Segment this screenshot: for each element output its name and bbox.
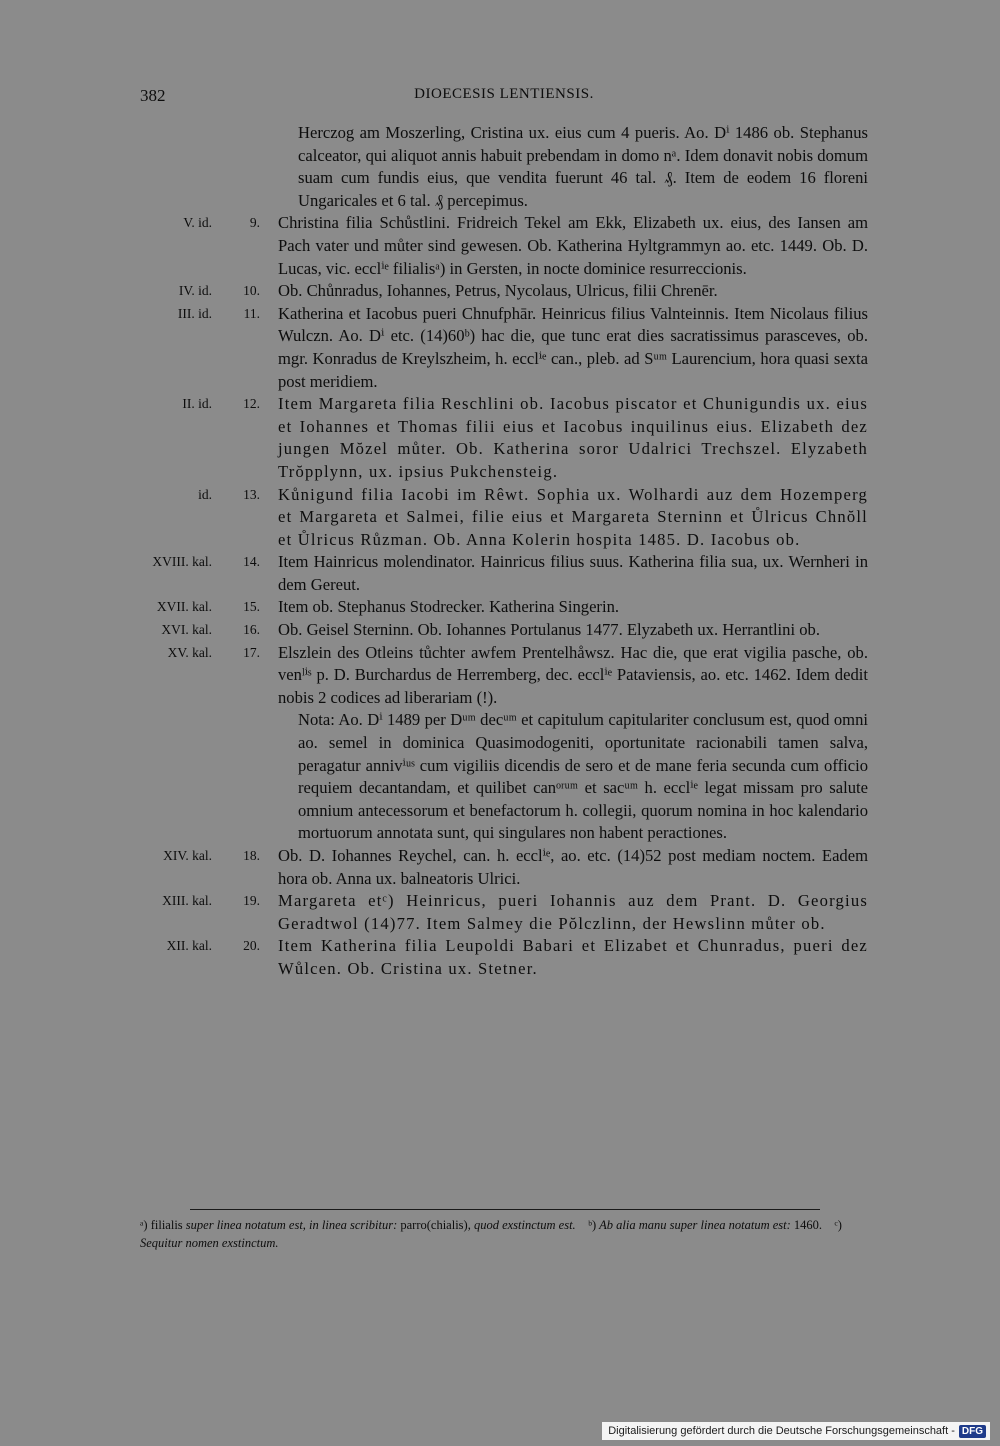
entry-text: Item ob. Stephanus Stodrecker. Katherina Singerin.	[278, 597, 620, 617]
footnotes	[140, 1216, 868, 1252]
day-number: 19.	[243, 893, 260, 909]
funding-credit-text: Digitalisierung gefördert durch die Deutsche Forschungsgemeinschaft -	[608, 1425, 955, 1437]
day-number: 9.	[249, 215, 260, 231]
calendar-entry	[140, 642, 868, 710]
calendar-entry	[140, 393, 868, 483]
entry-text: Ob. Geisel Sterninn. Ob. Iohannes Portulanus 1477. Elyzabeth ux. Herrantlini ob.	[278, 620, 820, 640]
entry-text: Item Hainricus molendinator. Hainricus filius suus. Katherina filia sua, ux. Wernheri in dem Gereut.	[278, 552, 868, 594]
day-number: 15.	[243, 599, 260, 615]
day-label: IV. id.	[178, 283, 212, 299]
day-label: XV. kal.	[167, 644, 212, 660]
dfg-logo: DFG	[959, 1425, 986, 1438]
continuation-paragraph	[140, 122, 868, 212]
page-number: 382	[140, 86, 166, 105]
footnote-text: filialis	[150, 1218, 183, 1232]
day-label: XIV. kal.	[163, 848, 212, 863]
footnote-marker: ᵃ)	[140, 1218, 148, 1232]
continuation-text: Herczog am Moszerling, Cristina ux. eius cum 4 pueris. Ao. Dⁱ 1486 ob. Stephanus calceator, qui aliquot annis habuit prebendam in domo nᵃ. Idem donavit nobis domum suam cum fundis eius, que vendita fuerunt 46 tal. ₰. Item de eodem 16 floreni Ungaricales et 6 tal. ₰ percepimus.	[298, 123, 868, 210]
calendar-entry	[140, 484, 868, 552]
day-number: 14.	[243, 554, 260, 570]
day-number: 16.	[243, 622, 260, 638]
entry-text: Item Katherina filia Leupoldi Babari et Elizabet et Chunradus, pueri dez Wůlcen. Ob. Cristina ux. Stetner.	[278, 936, 868, 978]
entry-text: Elszlein des Otleins tůchter awfem Prentelhåwsz. Hac die, que erat vigilia pasche, ob. venˡⁱˢ p. D. Burchardus de Herremberg, dec. ecclⁱᵉ Pataviensis, ao. etc. 1462. Idem dedit nobis 2 codices ad liberariam (!).	[278, 642, 868, 707]
day-number: 18.	[243, 848, 260, 863]
footnote-marker: ᶜ)	[834, 1218, 842, 1232]
day-number: 13.	[243, 486, 260, 502]
page-header	[140, 86, 868, 112]
calendar-entry	[140, 551, 868, 596]
day-label: V. id.	[183, 215, 212, 231]
footnote-text: Sequitur nomen exstinctum.	[140, 1236, 279, 1250]
day-number: 20.	[243, 938, 260, 954]
day-label: XIII. kal.	[162, 893, 212, 909]
calendar-text	[140, 122, 868, 981]
day-number: 17.	[243, 644, 260, 660]
entry-text: Margareta etᶜ) Heinricus, pueri Iohannis auz dem Prant. D. Georgius Geradtwol (14)77. Item Salmey die Pŏlczlinn, der Hewslinn můter ob.	[278, 891, 868, 933]
footnote-text: super linea notatum est, in linea scribitur:	[185, 1218, 398, 1232]
nota-paragraph: Nota: Ao. Dⁱ 1489 per Dᵘᵐ decᵘᵐ et capitulum capitulariter conclusum est, quod omni ao. semel in dominica Quasimodogeniti, oportunitate racionabili tamen salva, peragatur annivⁱᵘˢ cum vigiliis dicendis de sero et de mane feria secunda cum officio requiem decantandam, et quilibet canᵒʳᵘᵐ et sacᵘᵐ h. ecclⁱᵉ legat missam pro salute omnium antecessorum et benefactorum h. collegii, quorum nomina in hoc kalendario mortuorum annotata sunt, qui singulares non habent peractiones.	[298, 710, 868, 843]
footnote-marker: ᵇ)	[588, 1218, 597, 1232]
footnote-divider	[190, 1209, 820, 1210]
calendar-entry	[140, 845, 868, 890]
day-number: 12.	[243, 396, 260, 412]
day-number: 11.	[243, 305, 260, 321]
funding-credit-bar	[602, 1422, 990, 1440]
day-number: 10.	[243, 283, 260, 299]
footnote-text: quod exstinctum est.	[473, 1218, 576, 1232]
footnote-text: 1460.	[793, 1218, 823, 1232]
entry-text: Item Margareta filia Reschlini ob. Iacobus piscator et Chunigundis ux. eius et Iohannes et Thomas filii eius et Iacobus inquilinus eius. Elizabeth dez jungen Mŏzel můter. Ob. Katherina soror Udalrici Trechszel. Elyzabeth Trŏpplynn, ux. ipsius Pukchensteig.	[278, 394, 868, 481]
calendar-entry	[140, 303, 868, 393]
entry-text: Kůnigund filia Iacobi im Rêwt. Sophia ux. Wolhardi auz dem Hozemperg et Margareta et Salmei, filie eius et Margareta Sterninn et Ůlricus Chnŏll et Ůlricus Růzman. Ob. Anna Kolerin hospita 1485. D. Iacobus ob.	[278, 484, 868, 549]
day-label: III. id.	[177, 305, 212, 321]
calendar-entry	[140, 280, 868, 303]
entry-text: Christina filia Schůstlini. Fridreich Tekel am Ekk, Elizabeth ux. eius, des Iansen am Pach vater und můter sind gewesen. Ob. Katherina Hyltgrammyn ao. etc. 1449. Ob. D. Lucas, vic. ecclⁱᵉ filialisᵃ) in Gersten, in nocte dominice resurreccionis.	[278, 213, 868, 278]
entry-text: Ob. D. Iohannes Reychel, can. h. ecclⁱᵉ, ao. etc. (14)52 post mediam noctem. Eadem hora ob. Anna ux. balneatoris Ulrici.	[278, 846, 868, 888]
entry-text: Ob. Chůnradus, Iohannes, Petrus, Nycolaus, Ulricus, filii Chrenēr.	[278, 281, 718, 301]
footnote-text: Ab alia manu super linea notatum est:	[599, 1218, 791, 1232]
running-title: DIOECESIS LENTIENSIS.	[414, 86, 594, 102]
day-label: XVIII. kal.	[152, 554, 212, 570]
day-label: XII. kal.	[166, 938, 212, 954]
calendar-entry	[140, 212, 868, 280]
entry-text: Katherina et Iacobus pueri Chnufphār. Heinricus filius Valnteinnis. Item Nicolaus filius Wulczn. Ao. Dⁱ etc. (14)60ᵇ) hac die, que tunc erat dies sacratissimus parasceves, ob. mgr. Konradus de Kreylszheim, h. ecclⁱᵉ can., pleb. ad Sᵘᵐ Laurencium, hora quasi sexta post meridiem.	[278, 303, 868, 391]
calendar-entry	[140, 890, 868, 935]
calendar-entry	[140, 596, 868, 619]
calendar-entry	[140, 619, 868, 642]
calendar-entry	[140, 935, 868, 980]
day-label: id.	[198, 486, 212, 502]
day-label: XVI. kal.	[161, 622, 212, 638]
day-label: XVII. kal.	[156, 599, 212, 615]
day-label: II. id.	[182, 396, 212, 412]
footnote-text: parro(chialis),	[400, 1218, 471, 1232]
